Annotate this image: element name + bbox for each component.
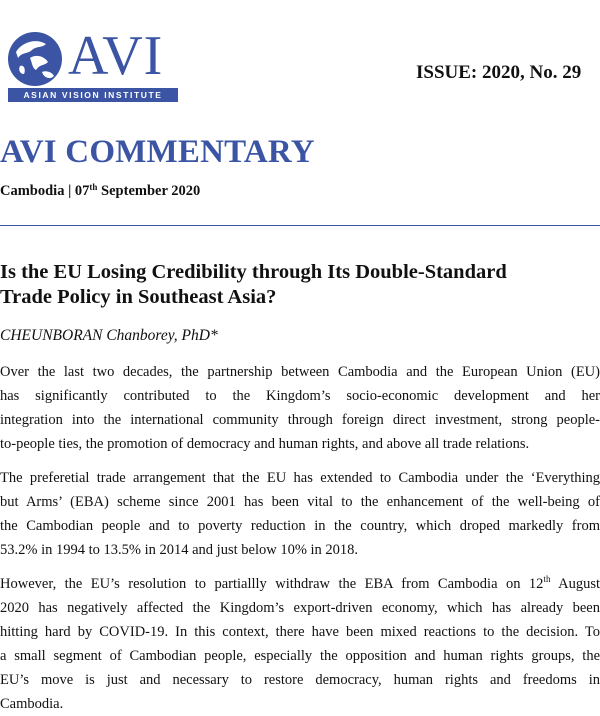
paragraph-line: 53.2% in 1994 to 13.5% in 2014 and just below 10% in 2018. — [0, 542, 359, 558]
article-author: CHEUNBORAN Chanborey, PhD* — [0, 327, 218, 344]
date-ordinal: th — [543, 574, 551, 584]
paragraph-line: the Cambodian people and to poverty reduction in the country, which droped markedly from — [0, 518, 600, 534]
logo-wordmark: AVI — [68, 25, 164, 87]
paragraph-3 — [0, 572, 600, 716]
globe-icon — [6, 30, 64, 88]
paragraph-line: but Arms’ (EBA) scheme since 2001 has been vital to the enhancement of the well-being of — [0, 494, 600, 510]
paragraph-line: a small segment of Cambodian people, especially the opposition and human rights groups, the — [0, 648, 600, 664]
section-title: AVI COMMENTARY — [0, 134, 315, 170]
paragraph-line: 2020 has negatively affected the Kingdom’s export-driven economy, which has already been — [0, 600, 600, 616]
paragraph-line: Cambodia. — [0, 696, 64, 712]
dateline-rest: September 2020 — [97, 183, 201, 199]
paragraph-text: However, the EU’s resolution to partiallly withdraw the EBA from Cambodia on 12 — [0, 576, 544, 592]
header-divider — [0, 225, 600, 226]
dateline-ordinal: th — [89, 182, 98, 192]
paragraph-line: EU’s move is just and necessary to restore democracy, human rights and freedoms in — [0, 672, 600, 688]
paragraph-line: hitting hard by COVID-19. In this context, there have been mixed reactions to the decision. To — [0, 624, 600, 640]
article-title-line: Trade Policy in Southeast Asia? — [0, 286, 277, 308]
paragraph-2 — [0, 466, 600, 562]
article-title-line: Is the EU Losing Credibility through Its Double-Standard — [0, 261, 507, 283]
paragraph-line: integration into the international community through foreign direct investment, strong people- — [0, 412, 600, 428]
article-title — [0, 260, 600, 310]
dateline-prefix: Cambodia | 07 — [0, 183, 90, 199]
paragraph-text: August — [550, 576, 600, 592]
paragraph-1 — [0, 360, 600, 456]
paragraph-line — [0, 572, 600, 596]
dateline — [0, 182, 200, 200]
paragraph-line: to-people ties, the promotion of democracy and human rights, and above all trade relations. — [0, 436, 530, 452]
paragraph-line: The preferetial trade arrangement that the EU has extended to Cambodia under the ‘Everything — [0, 470, 600, 486]
paragraph-line: Over the last two decades, the partnership between Cambodia and the European Union (EU) — [0, 364, 600, 380]
avi-logo — [6, 25, 178, 102]
paragraph-line: has significantly contributed to the Kingdom’s socio-economic development and her — [0, 388, 600, 404]
issue-number: ISSUE: 2020, No. 29 — [416, 62, 582, 83]
logo-tagline: ASIAN VISION INSTITUTE — [8, 88, 178, 102]
